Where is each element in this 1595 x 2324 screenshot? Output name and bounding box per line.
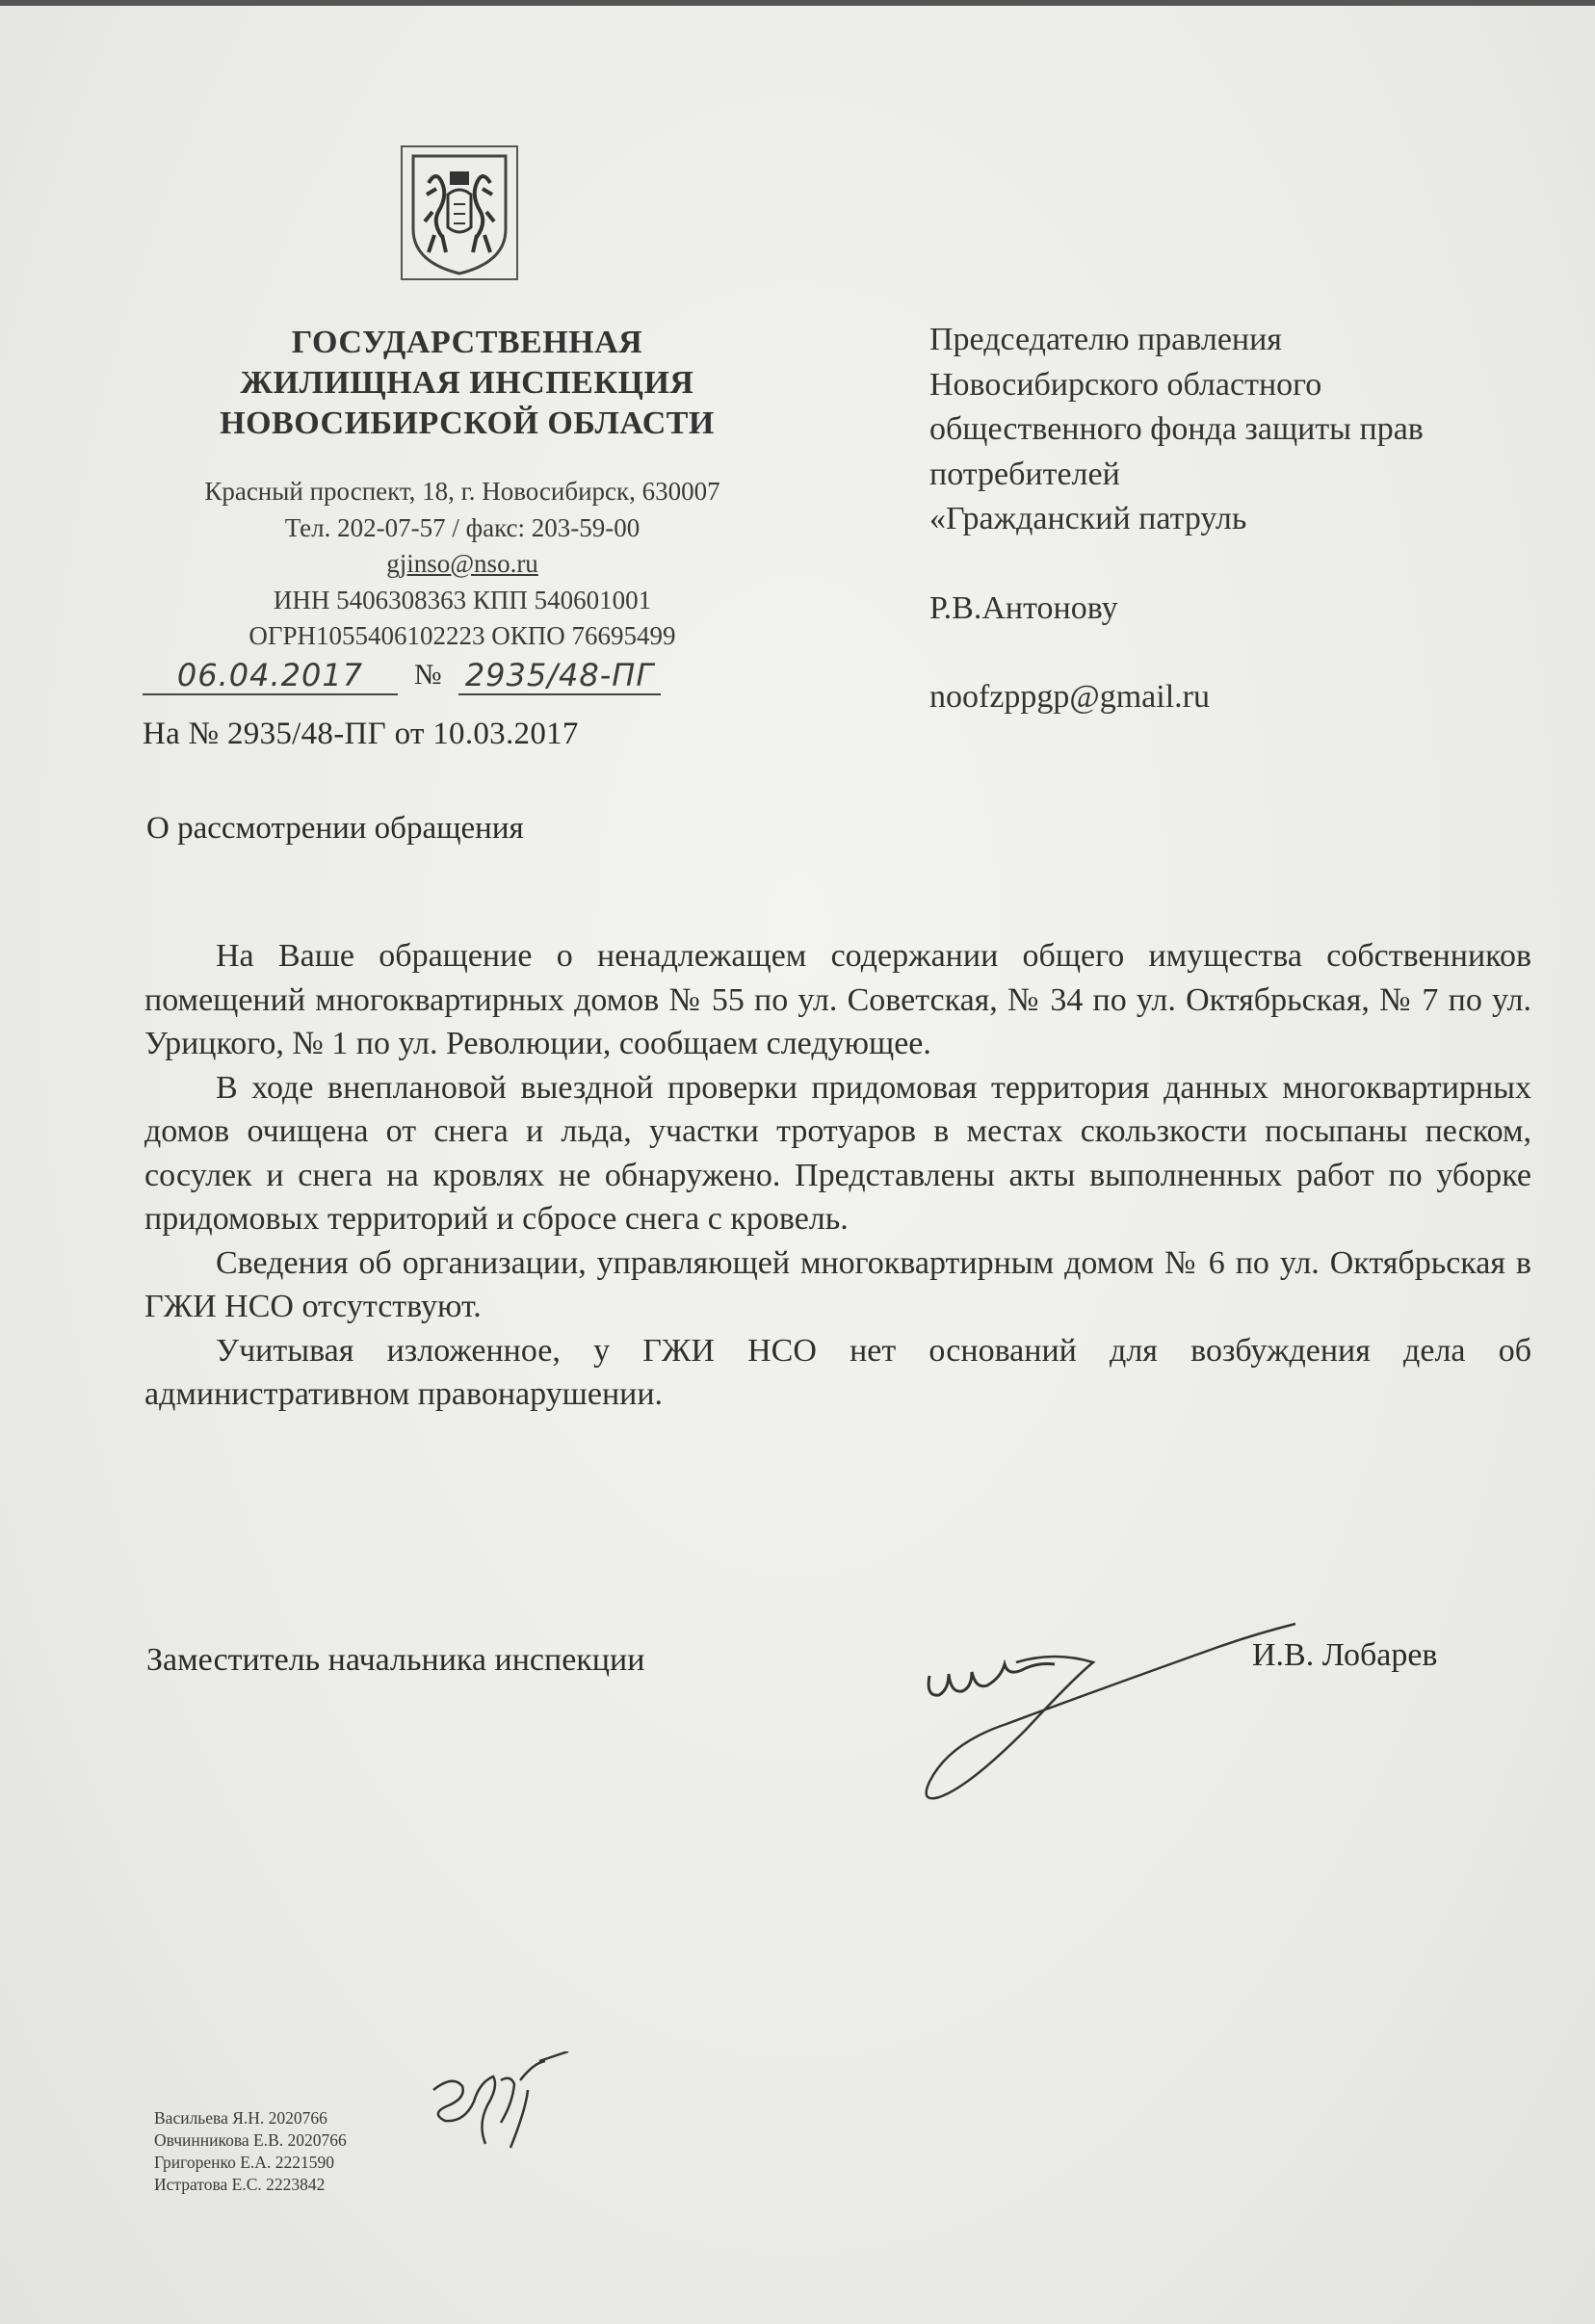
- executors-list: [154, 2107, 347, 2196]
- coat-of-arms-emblem: [400, 144, 519, 281]
- org-email-link[interactable]: gjinso@nso.ru: [386, 549, 538, 578]
- body-paragraph: Учитывая изложенное, у ГЖИ НСО нет оснований для возбуждения дела об административном правонарушении.: [144, 1332, 1531, 1412]
- registration-line: [143, 657, 720, 699]
- recipient-name: Р.В.Антонову: [929, 589, 1118, 626]
- org-inn-kpp: ИНН 5406308363 КПП 540601001: [273, 585, 652, 614]
- executor-item: Истратова Е.С. 2223842: [154, 2175, 326, 2194]
- executor-item: Григоренко Е.А. 2221590: [154, 2153, 334, 2172]
- recipient-spacer: [929, 631, 1424, 675]
- executor-item: Овчинникова Е.В. 2020766: [154, 2130, 347, 2150]
- org-address: Красный проспект, 18, г. Новосибирск, 630007: [204, 477, 720, 506]
- org-name-line-1: ГОСУДАРСТВЕННАЯ: [291, 325, 643, 360]
- org-name-line-2: ЖИЛИЩНАЯ ИНСПЕКЦИЯ: [240, 365, 694, 401]
- body-paragraph: Сведения об организации, управляющей многоквартирным домом № 6 по ул. Октябрьская в ГЖИ НСО отсутствуют.: [144, 1244, 1531, 1324]
- recipient-line-2: Новосибирского областного: [929, 366, 1322, 403]
- org-name-line-3: НОВОСИБИРСКОЙ ОБЛАСТИ: [220, 405, 715, 441]
- org-phone: Тел. 202-07-57 / факс: 203-59-00: [284, 512, 641, 542]
- signatory-position: Заместитель начальника инспекции: [146, 1642, 645, 1678]
- handwritten-initials: [414, 2051, 578, 2157]
- handwritten-signature: [901, 1580, 1305, 1811]
- letter-subject: О рассмотрении обращения: [146, 811, 524, 846]
- letter-body: [144, 934, 1531, 1417]
- scan-edge-line: [0, 0, 1595, 6]
- org-ogrn-okpo: ОГРН1055406102223 ОКПО 76695499: [248, 621, 676, 650]
- recipient-block: [929, 318, 1424, 720]
- recipient-spacer: [929, 542, 1424, 587]
- recipient-line-1: Председателю правления: [929, 322, 1282, 357]
- reply-reference: На № 2935/48-ПГ от 10.03.2017: [143, 717, 579, 751]
- recipient-line-4: потребителей: [929, 456, 1120, 492]
- executor-item: Васильева Я.Н. 2020766: [154, 2108, 327, 2128]
- registration-number-label: №: [414, 659, 442, 691]
- recipient-email[interactable]: noofzppgp@gmail.ru: [929, 679, 1210, 715]
- signatory-name: И.В. Лобарев: [1252, 1637, 1438, 1673]
- organization-details: [144, 474, 780, 655]
- recipient-line-3: общественного фонда защиты прав: [929, 411, 1424, 447]
- body-paragraph: В ходе внеплановой выездной проверки придомовая территория данных многоквартирных домов очищена от снега и льда, участки тротуаров в местах скользкости посыпаны песком, сосулек и снега на кровлях не обнаружено. Представлены акты выполненных работ по уборке придомовых территорий и сбросе снега с кровель.: [144, 1069, 1531, 1237]
- organization-name: [173, 323, 761, 444]
- recipient-line-5: «Гражданский патруль: [929, 501, 1247, 536]
- registration-number: 2935/48-ПГ: [458, 657, 661, 695]
- registration-date: 06.04.2017: [143, 657, 398, 695]
- body-paragraph: На Ваше обращение о ненадлежащем содержании общего имущества собственников помещений многоквартирных домов № 55 по ул. Советская, № 34 по ул. Октябрьская, № 7 по ул. Урицкого, № 1 по ул. Революции, сообщаем следующее.: [144, 938, 1531, 1061]
